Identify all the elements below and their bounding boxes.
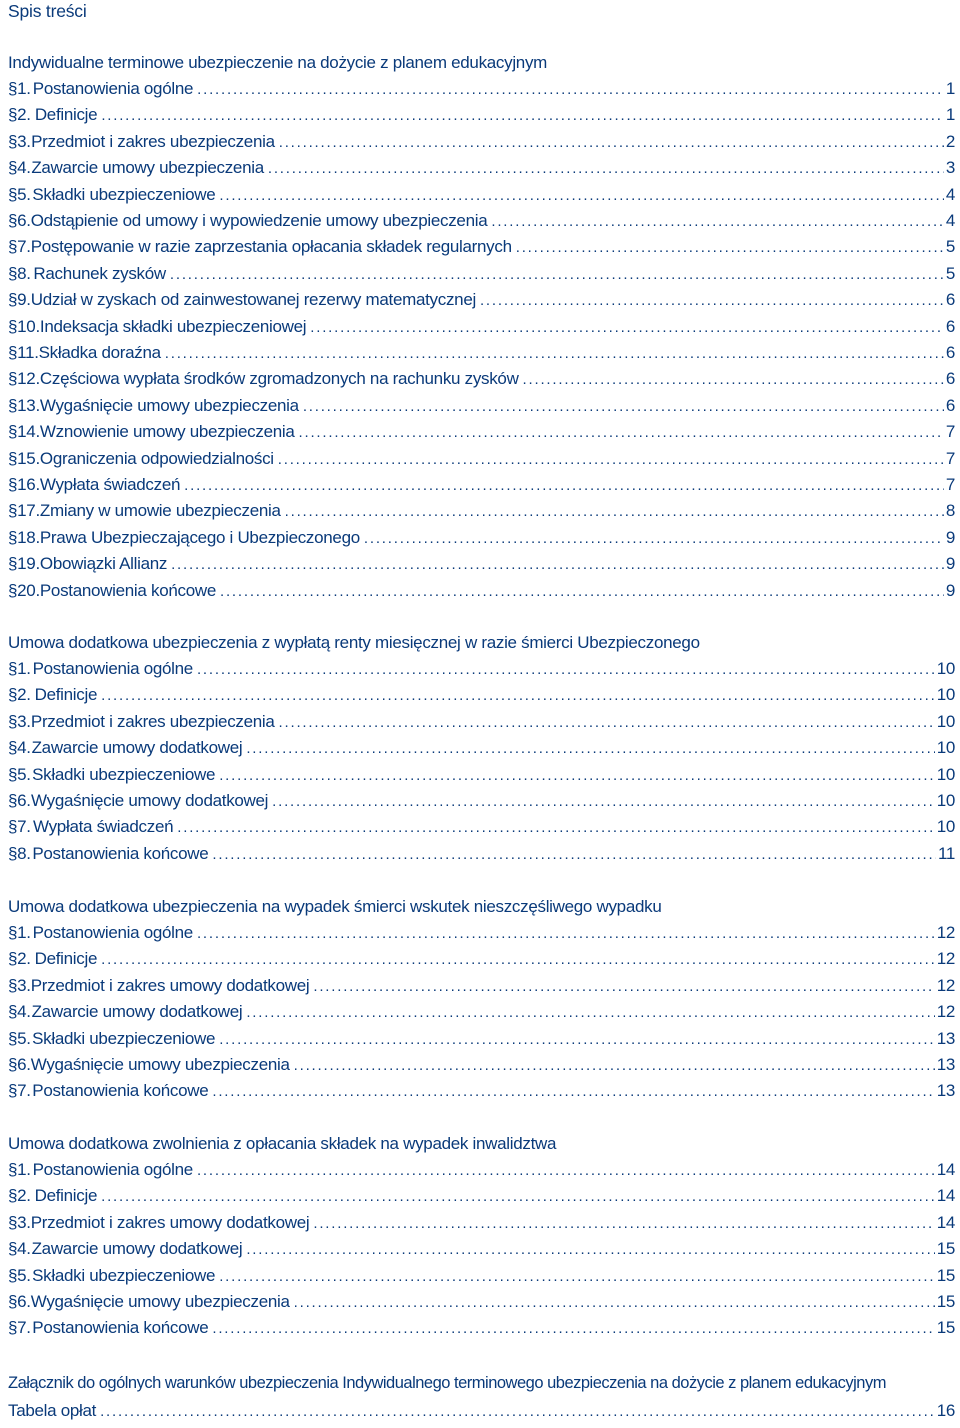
entry-page-number: 10 <box>936 738 955 758</box>
entry-page-number: 13 <box>936 1028 955 1048</box>
leader-dots <box>246 1238 934 1260</box>
section-symbol: § <box>8 290 18 310</box>
entry-number: 6. <box>17 1055 31 1074</box>
entry-number: 1. <box>17 923 31 942</box>
entry-number: 6. <box>17 211 31 230</box>
section-symbol: § <box>8 131 18 151</box>
toc-entry[interactable] <box>8 366 955 392</box>
entry-label: Postanowienia końcowe <box>32 843 209 863</box>
entry-page-number: 5 <box>945 263 955 283</box>
toc-entry[interactable] <box>8 656 955 682</box>
entry-label: Przedmiot i zakres ubezpieczenia <box>31 131 275 151</box>
section-symbol: § <box>8 316 18 336</box>
entry-number: 1. <box>17 659 31 678</box>
entry-page-number: 10 <box>936 791 955 810</box>
entry-number: 5. <box>17 184 31 204</box>
section-symbol: § <box>8 843 18 863</box>
entry-page-number: 12 <box>936 949 955 969</box>
entry-page-number: 1 <box>945 79 955 98</box>
entry-label: Tabela opłat <box>8 1401 97 1420</box>
leader-dots <box>279 711 935 733</box>
toc-entry[interactable] <box>8 446 955 472</box>
toc-entry[interactable] <box>8 1052 955 1078</box>
leader-dots <box>212 843 936 865</box>
toc-entry[interactable] <box>8 1026 955 1052</box>
entry-label: Postanowienia ogólne <box>32 659 193 678</box>
section-symbol: § <box>8 1292 18 1311</box>
toc-entry[interactable] <box>8 525 955 551</box>
entry-label: Definicje <box>34 1186 98 1206</box>
entry-label: Częściowa wypłata środków zgromadzonych na rachunku zysków <box>39 369 519 389</box>
toc-entry[interactable] <box>8 129 955 155</box>
section-symbol: § <box>8 158 18 178</box>
leader-dots <box>294 1291 935 1313</box>
leader-dots <box>101 104 944 126</box>
leader-dots <box>294 1054 935 1076</box>
entry-label: Przedmiot i zakres umowy dodatkowej <box>30 1212 310 1232</box>
leader-dots <box>491 210 943 232</box>
section-symbol: § <box>8 527 18 547</box>
entry-label: Wygaśnięcie umowy ubezpieczenia <box>30 1055 290 1074</box>
entry-page-number: 9 <box>945 554 955 574</box>
entry-number: 4. <box>17 1002 31 1022</box>
entry-number: 2. <box>17 105 31 125</box>
section-symbol: § <box>8 501 18 521</box>
section-symbol: § <box>8 1002 18 1022</box>
entry-label: Odstąpienie od umowy i wypowiedzenie umowy ubezpieczenia <box>30 211 488 230</box>
entry-label: Postanowienia ogólne <box>32 923 193 942</box>
toc-entry[interactable] <box>8 814 955 840</box>
entry-page-number: 13 <box>936 1055 955 1074</box>
entry-number: 3. <box>17 131 31 151</box>
section-title: Umowa dodatkowa zwolnienia z opłacania składek na wypadek inwalidztwa <box>8 1134 557 1153</box>
toc-entry[interactable] <box>8 735 955 761</box>
annex-title: Załącznik do ogólnych warunków ubezpieczenia Indywidualnego terminowego ubezpieczenia na dożycie z planem edukacyjnym <box>8 1374 886 1392</box>
leader-dots <box>184 474 944 496</box>
entry-number: 4. <box>17 158 31 178</box>
leader-dots <box>212 1080 934 1102</box>
entry-label: Definicje <box>34 685 98 705</box>
toc-entry[interactable] <box>8 1157 955 1183</box>
section-symbol: § <box>8 1318 18 1338</box>
entry-number: 7. <box>17 817 31 837</box>
leader-dots <box>170 263 944 285</box>
leader-dots <box>219 764 934 786</box>
entry-number: 16. <box>17 475 40 494</box>
entry-page-number: 15 <box>936 1292 955 1311</box>
toc-entry[interactable] <box>8 551 955 577</box>
entry-number: 13. <box>17 395 40 415</box>
toc-entry[interactable] <box>8 788 955 814</box>
section-symbol: § <box>8 685 18 705</box>
leader-dots <box>268 157 944 179</box>
toc-entry[interactable] <box>8 973 955 999</box>
entry-label: Postępowanie w razie zaprzestania opłacania składek regularnych <box>30 237 512 257</box>
entry-page-number: 9 <box>945 580 955 600</box>
entry-label: Składki ubezpieczeniowe <box>32 764 216 784</box>
entry-number: 19. <box>17 554 40 574</box>
entry-number: 20. <box>17 580 40 600</box>
toc-entry[interactable] <box>8 182 955 208</box>
entry-label: Składki ubezpieczeniowe <box>32 1265 216 1285</box>
leader-dots <box>313 975 934 997</box>
toc-entry[interactable] <box>8 1210 955 1236</box>
entry-label: Postanowienia ogólne <box>32 1160 193 1179</box>
entry-number: 7. <box>17 1081 31 1101</box>
entry-page-number: 15 <box>936 1239 955 1259</box>
section-symbol: § <box>8 475 18 494</box>
entry-number: 2. <box>17 949 31 969</box>
leader-dots <box>523 368 944 390</box>
entry-number: 5. <box>17 764 31 784</box>
section-symbol: § <box>8 923 18 942</box>
entry-label: Zmiany w umowie ubezpieczenia <box>39 501 281 521</box>
entry-page-number: 10 <box>936 685 955 705</box>
toc-entry[interactable] <box>8 920 955 946</box>
toc-entry[interactable] <box>8 287 955 313</box>
entry-label: Wygaśnięcie umowy ubezpieczenia <box>39 395 299 415</box>
entry-number: 2. <box>17 1186 31 1206</box>
entry-label: Zawarcie umowy ubezpieczenia <box>31 158 264 178</box>
entry-page-number: 14 <box>936 1160 955 1179</box>
toc-entry[interactable] <box>8 234 955 260</box>
toc-entry[interactable] <box>8 208 955 234</box>
entry-number: 10. <box>17 316 40 336</box>
toc-entry[interactable] <box>8 498 955 524</box>
entry-number: 9. <box>17 290 31 310</box>
leader-dots <box>197 1159 935 1181</box>
entry-page-number: 15 <box>936 1318 955 1338</box>
leader-dots <box>101 684 935 706</box>
toc-entry[interactable] <box>8 76 955 102</box>
section-symbol: § <box>8 1160 18 1179</box>
entry-page-number: 6 <box>945 343 955 362</box>
entry-number: 1. <box>17 79 31 98</box>
section-symbol: § <box>8 263 18 283</box>
entry-number: 3. <box>17 1212 31 1232</box>
leader-dots <box>197 658 935 680</box>
entry-number: 8. <box>17 263 31 283</box>
leader-dots <box>220 580 944 602</box>
entry-page-number: 10 <box>936 711 955 731</box>
entry-number: 3. <box>17 975 31 995</box>
leader-dots <box>219 184 943 206</box>
leader-dots <box>303 395 944 417</box>
entry-page-number: 4 <box>945 184 955 204</box>
entry-label: Wygaśnięcie umowy dodatkowej <box>31 791 269 810</box>
entry-label: Udział w zyskach od zainwestowanej rezerwy matematycznej <box>30 290 476 310</box>
entry-label: Przedmiot i zakres ubezpieczenia <box>30 711 275 731</box>
section-symbol: § <box>8 1081 18 1101</box>
leader-dots <box>219 1028 934 1050</box>
leader-dots <box>100 1400 935 1422</box>
leader-dots <box>212 1317 934 1339</box>
entry-page-number: 12 <box>936 1002 955 1022</box>
leader-dots <box>165 342 944 364</box>
entry-page-number: 7 <box>945 475 955 494</box>
toc-title: Spis treści <box>8 1 87 21</box>
section-symbol: § <box>8 237 18 257</box>
toc-entry-annex[interactable] <box>8 1398 955 1424</box>
entry-number: 15. <box>17 448 40 468</box>
section-symbol: § <box>8 369 18 389</box>
entry-page-number: 16 <box>936 1401 955 1420</box>
leader-dots <box>279 131 944 153</box>
toc-entry[interactable] <box>8 1236 955 1262</box>
entry-number: 6. <box>17 791 31 810</box>
entry-label: Postanowienia końcowe <box>32 1081 209 1101</box>
section-symbol: § <box>8 764 18 784</box>
entry-page-number: 6 <box>945 316 955 336</box>
section-symbol: § <box>8 395 18 415</box>
entry-page-number: 14 <box>936 1212 955 1232</box>
section-symbol: § <box>8 1055 18 1074</box>
section-symbol: § <box>8 817 18 837</box>
toc-entry[interactable] <box>8 261 955 287</box>
leader-dots <box>171 553 944 575</box>
section-symbol: § <box>8 211 18 230</box>
entry-page-number: 12 <box>936 923 955 942</box>
entry-page-number: 1 <box>945 105 955 125</box>
entry-label: Składki ubezpieczeniowe <box>32 184 216 204</box>
entry-number: 4. <box>17 1239 31 1259</box>
entry-label: Obowiązki Allianz <box>39 554 168 574</box>
section-symbol: § <box>8 791 18 810</box>
leader-dots <box>364 527 944 549</box>
section-symbol: § <box>8 1186 18 1206</box>
leader-dots <box>313 1212 934 1234</box>
entry-number: 12. <box>17 369 40 389</box>
entry-page-number: 3 <box>945 158 955 178</box>
section-title: Umowa dodatkowa ubezpieczenia na wypadek śmierci wskutek nieszczęśliwego wypadku <box>8 897 662 916</box>
entry-number: 11. <box>17 343 39 362</box>
entry-page-number: 8 <box>945 501 955 521</box>
entry-number: 4. <box>17 738 31 758</box>
entry-label: Wznowienie umowy ubezpieczenia <box>39 422 295 442</box>
entry-page-number: 9 <box>945 527 955 547</box>
leader-dots <box>101 1185 935 1207</box>
section-title: Umowa dodatkowa ubezpieczenia z wypłatą renty miesięcznej w razie śmierci Ubezpieczonego <box>8 633 700 652</box>
leader-dots <box>480 289 944 311</box>
entry-page-number: 13 <box>936 1081 955 1101</box>
section-symbol: § <box>8 1265 18 1285</box>
leader-dots <box>299 421 944 443</box>
entry-number: 18. <box>17 527 40 547</box>
entry-label: Składki ubezpieczeniowe <box>32 1028 216 1048</box>
toc-entry[interactable] <box>8 340 955 366</box>
section-symbol: § <box>8 79 18 98</box>
leader-dots <box>197 78 944 100</box>
section-symbol: § <box>8 105 18 125</box>
entry-number: 3. <box>17 711 31 731</box>
section-symbol: § <box>8 949 18 969</box>
section-symbol: § <box>8 448 18 468</box>
toc-entry[interactable] <box>8 1315 955 1341</box>
toc-entry[interactable] <box>8 999 955 1025</box>
entry-label: Przedmiot i zakres umowy dodatkowej <box>30 975 310 995</box>
section-symbol: § <box>8 554 18 574</box>
toc-entry[interactable] <box>8 1078 955 1104</box>
toc-entry[interactable] <box>8 314 955 340</box>
entry-page-number: 15 <box>936 1265 955 1285</box>
toc-entry[interactable] <box>8 841 955 867</box>
entry-page-number: 11 <box>937 843 955 863</box>
entry-page-number: 14 <box>936 1186 955 1206</box>
section-symbol: § <box>8 975 18 995</box>
entry-number: 5. <box>17 1265 31 1285</box>
entry-label: Postanowienia końcowe <box>32 1318 209 1338</box>
entry-number: 1. <box>17 1160 31 1179</box>
entry-label: Wypłata świadczeń <box>33 817 174 837</box>
entry-number: 6. <box>17 1292 31 1311</box>
entry-label: Definicje <box>34 949 98 969</box>
entry-label: Postanowienia ogólne <box>32 79 194 98</box>
leader-dots <box>197 922 935 944</box>
section-symbol: § <box>8 184 18 204</box>
entry-number: 5. <box>17 1028 31 1048</box>
entry-page-number: 7 <box>945 448 955 468</box>
section-title: Indywidualne terminowe ubezpieczenie na dożycie z planem edukacyjnym <box>8 53 548 72</box>
section-symbol: § <box>8 1212 18 1232</box>
entry-page-number: 6 <box>945 290 955 310</box>
entry-number: 14. <box>17 422 40 442</box>
leader-dots <box>310 316 944 338</box>
entry-label: Wypłata świadczeń <box>39 475 181 494</box>
entry-label: Indeksacja składki ubezpieczeniowej <box>39 316 307 336</box>
entry-page-number: 10 <box>936 764 955 784</box>
entry-label: Zawarcie umowy dodatkowej <box>31 738 243 758</box>
section-symbol: § <box>8 1239 18 1259</box>
toc-entry[interactable] <box>8 1289 955 1315</box>
entry-label: Ograniczenia odpowiedzialności <box>39 448 274 468</box>
toc-entry[interactable] <box>8 682 955 708</box>
entry-number: 8. <box>17 843 31 863</box>
leader-dots <box>516 236 944 258</box>
entry-number: 2. <box>17 685 31 705</box>
leader-dots <box>272 790 935 812</box>
entry-page-number: 2 <box>945 131 955 151</box>
entry-label: Definicje <box>34 105 98 125</box>
leader-dots <box>285 500 944 522</box>
entry-label: Zawarcie umowy dodatkowej <box>31 1239 243 1259</box>
section-symbol: § <box>8 738 18 758</box>
entry-page-number: 5 <box>945 237 955 257</box>
entry-label: Prawa Ubezpieczającego i Ubezpieczonego <box>39 527 360 547</box>
toc-entry[interactable] <box>8 1183 955 1209</box>
leader-dots <box>101 948 935 970</box>
section-symbol: § <box>8 659 18 678</box>
entry-number: 17. <box>17 501 40 521</box>
toc-entry[interactable] <box>8 419 955 445</box>
entry-label: Zawarcie umowy dodatkowej <box>31 1002 243 1022</box>
leader-dots <box>278 448 944 470</box>
section-symbol: § <box>8 422 18 442</box>
toc-entry[interactable] <box>8 762 955 788</box>
section-symbol: § <box>8 580 18 600</box>
toc-entry[interactable] <box>8 155 955 181</box>
entry-label: Wygaśnięcie umowy ubezpieczenia <box>30 1292 290 1311</box>
leader-dots <box>177 816 934 838</box>
entry-page-number: 6 <box>945 395 955 415</box>
entry-page-number: 6 <box>945 369 955 389</box>
leader-dots <box>219 1265 934 1287</box>
toc-entry[interactable] <box>8 1263 955 1289</box>
entry-page-number: 4 <box>945 211 955 230</box>
toc-entry[interactable] <box>8 472 955 498</box>
entry-page-number: 12 <box>936 975 955 995</box>
toc-entry[interactable] <box>8 578 955 604</box>
toc-entry[interactable] <box>8 946 955 972</box>
entry-page-number: 10 <box>936 817 955 837</box>
entry-label: Składka doraźna <box>38 343 161 362</box>
toc-entry[interactable] <box>8 709 955 735</box>
leader-dots <box>246 737 934 759</box>
entry-label: Postanowienia końcowe <box>39 580 216 600</box>
entry-number: 7. <box>17 1318 31 1338</box>
section-symbol: § <box>8 343 18 362</box>
section-symbol: § <box>8 711 18 731</box>
section-symbol: § <box>8 1028 18 1048</box>
toc-entry[interactable] <box>8 393 955 419</box>
entry-label: Rachunek zysków <box>33 263 166 283</box>
entry-page-number: 10 <box>936 659 955 678</box>
leader-dots <box>246 1001 934 1023</box>
entry-number: 7. <box>17 237 31 257</box>
toc-entry[interactable] <box>8 102 955 128</box>
entry-page-number: 7 <box>945 422 955 442</box>
